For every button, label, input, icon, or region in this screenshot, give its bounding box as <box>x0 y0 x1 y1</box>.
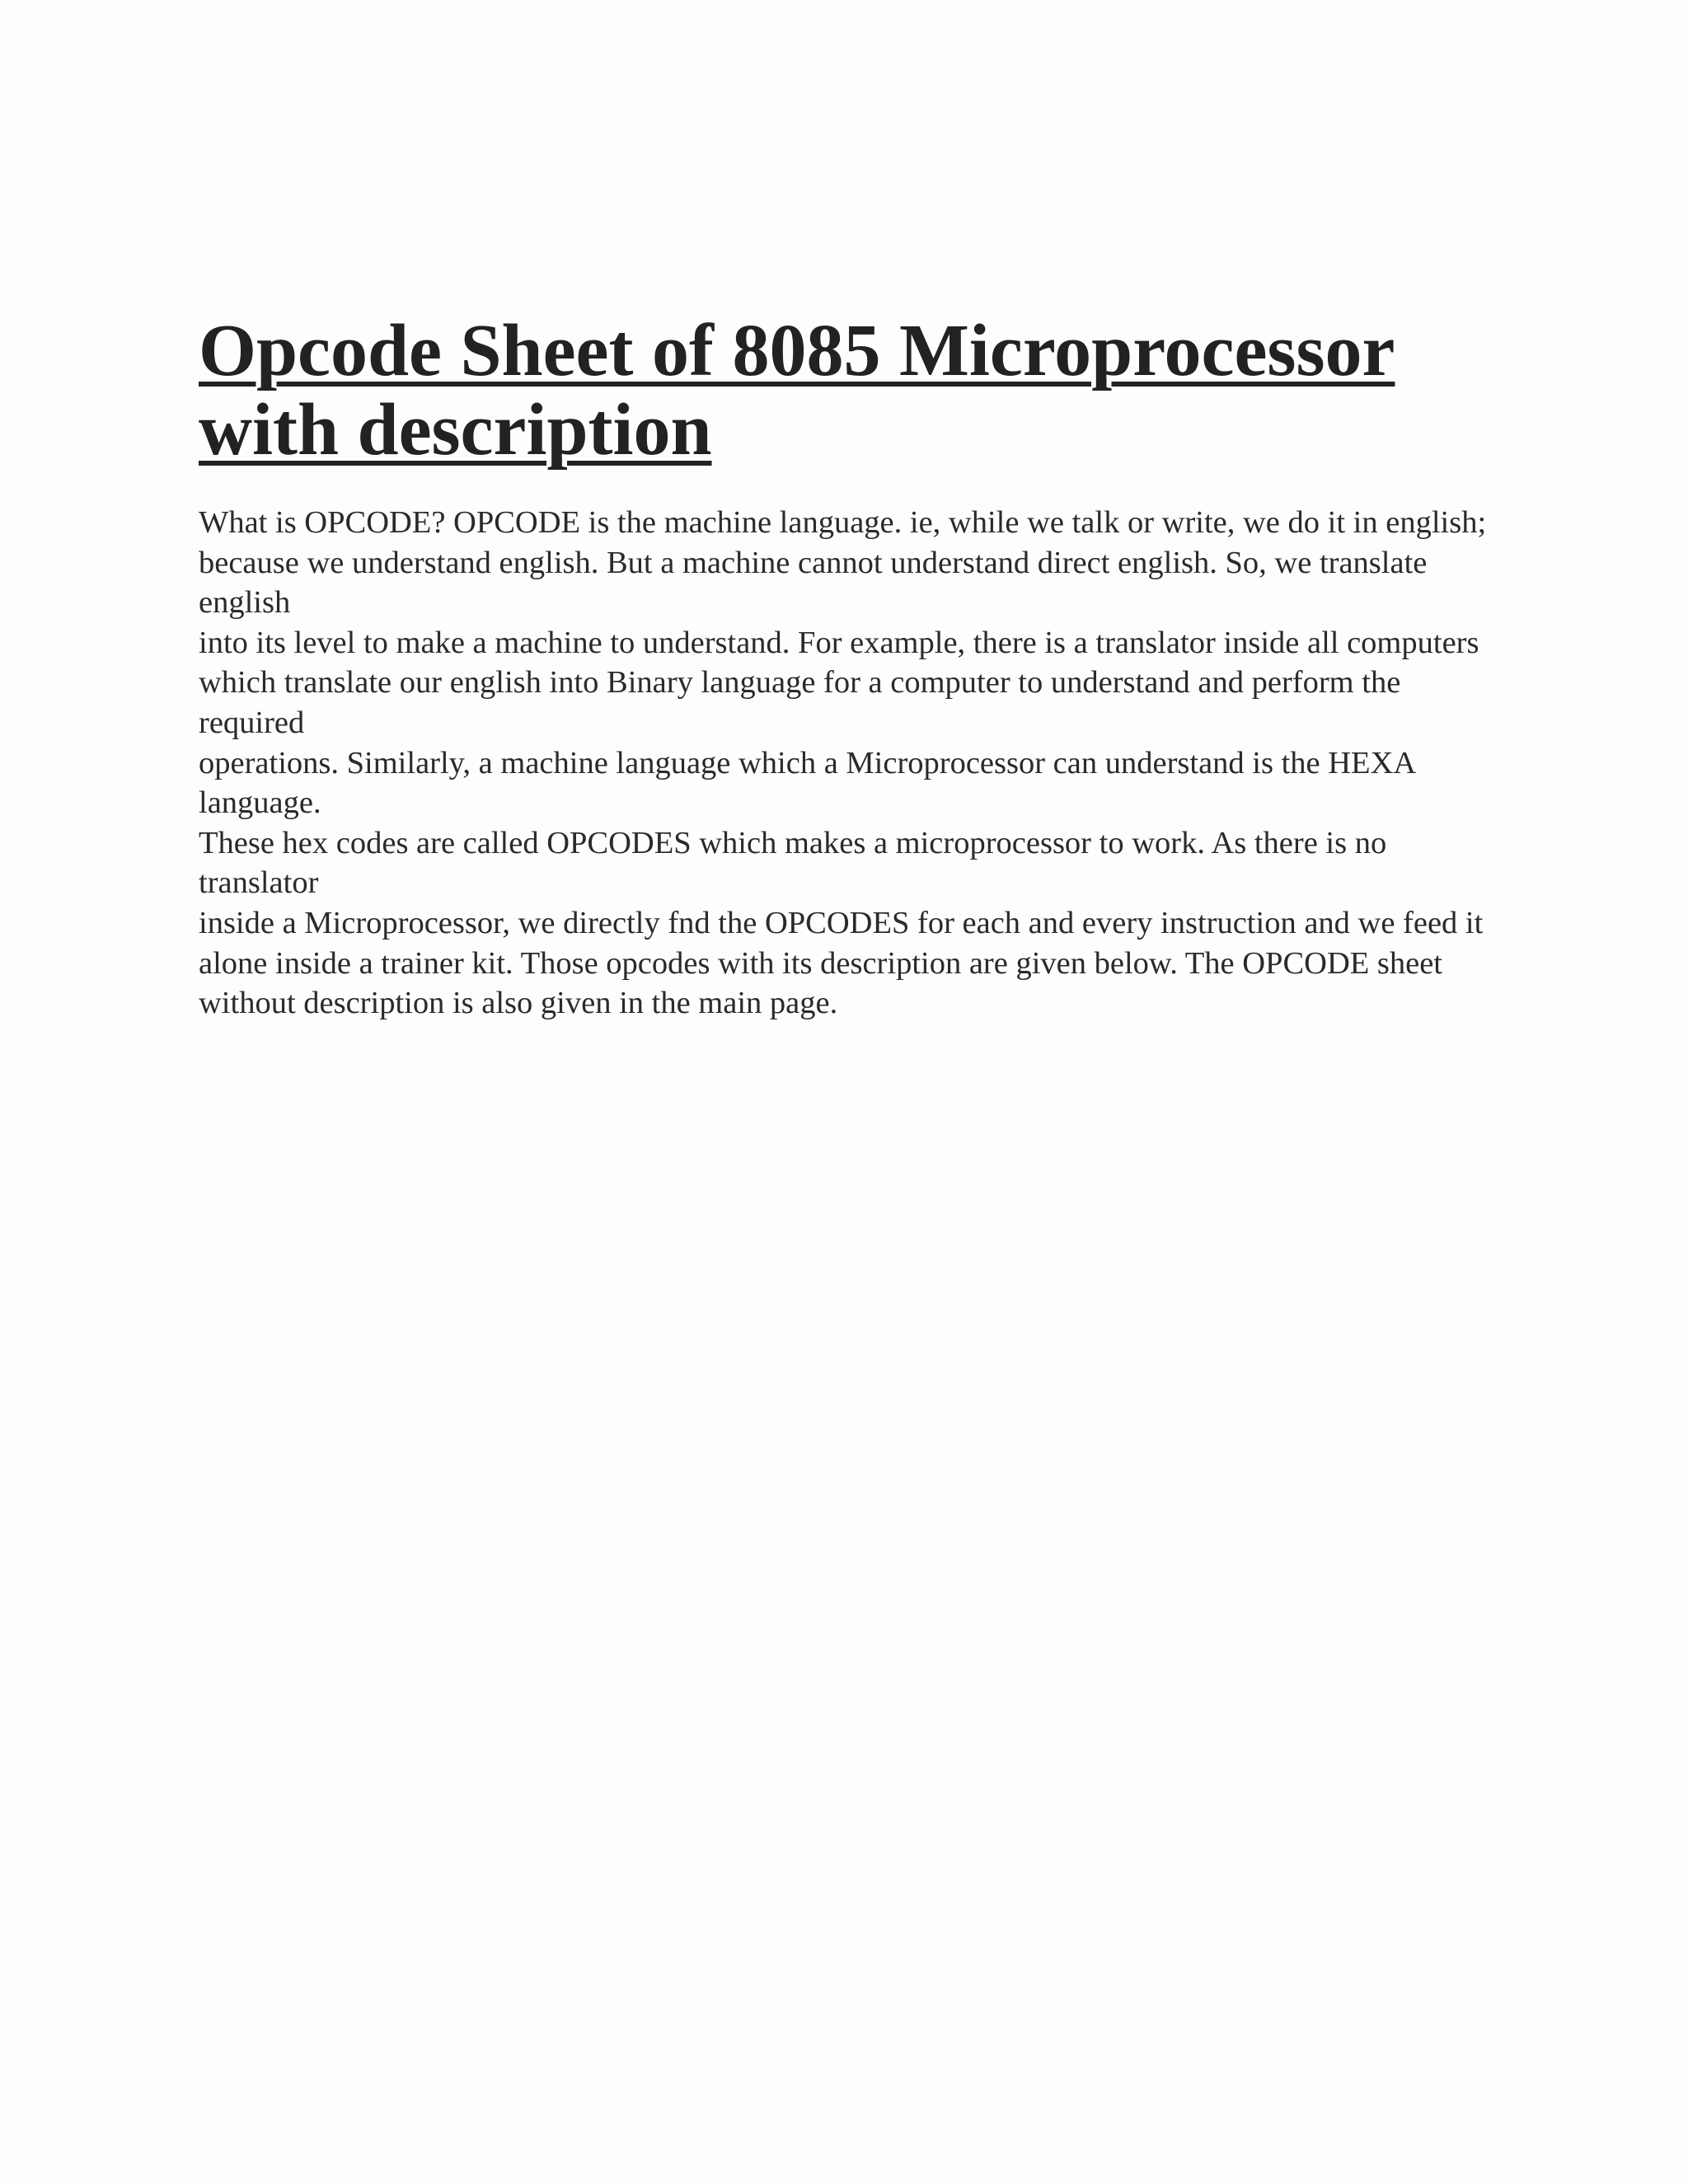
document-content <box>199 312 1493 1024</box>
document-paragraph: What is OPCODE? OPCODE is the machine language. ie, while we talk or write, we do it in english; because we understand english. But a machine cannot understand direct english. So, we translate english into its level to make a machine to understand. For example, there is a translator inside all computers which translate our english into Binary language for a computer to understand and perform the required operations. Similarly, a machine language which a Microprocessor can understand is the HEXA language. These hex codes are called OPCODES which makes a microprocessor to work. As there is no translator inside a Microprocessor, we directly fnd the OPCODES for each and every instruction and we feed it alone inside a trainer kit. Those opcodes with its description are given below. The OPCODE sheet without description is also given in the main page. <box>199 505 1487 1021</box>
document-title: Opcode Sheet of 8085 Microprocessor with description <box>199 310 1395 471</box>
